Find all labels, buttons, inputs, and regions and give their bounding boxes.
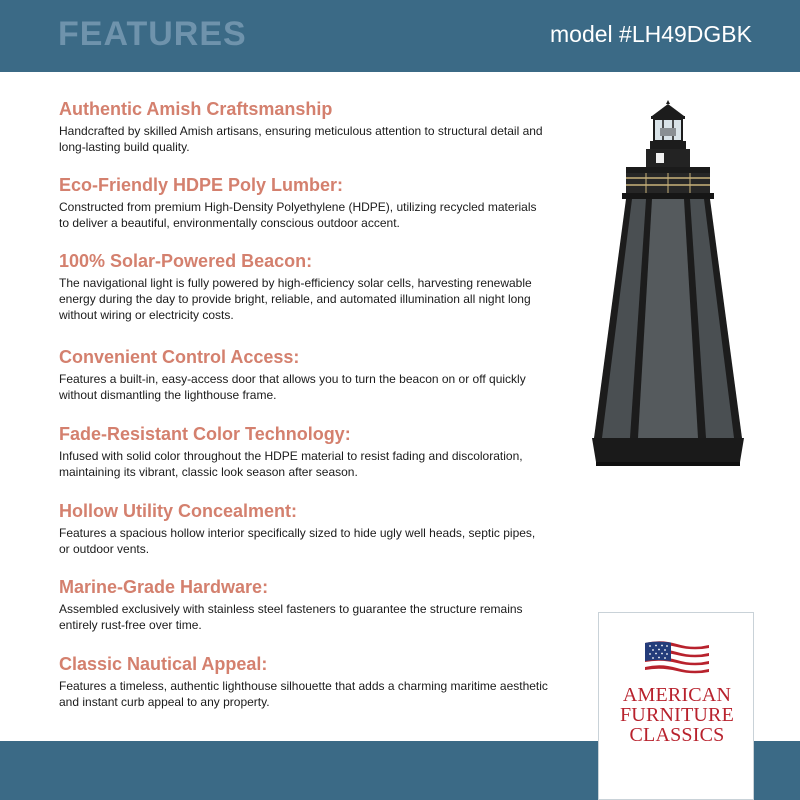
feature-description: Features a timeless, authentic lighthouse silhouette that adds a charming maritime aesthetic and instant curb appeal to any property. (59, 679, 548, 709)
feature-title: Marine-Grade Hardware: (59, 577, 269, 597)
feature-item (59, 346, 549, 403)
feature-item (59, 576, 549, 633)
feature-description: Features a built-in, easy-access door that allows you to turn the beacon on or off quickly without dismantling the lighthouse frame. (59, 372, 526, 402)
feature-description: The navigational light is fully powered by high-efficiency solar cells, harvesting renewable energy during the day to provide bright, reliable, and automated illumination all night long without wiring or electricity costs. (59, 276, 532, 322)
feature-description: Assembled exclusively with stainless steel fasteners to guarantee the structure remains entirely rust-free over time. (59, 602, 523, 632)
feature-item (59, 250, 549, 323)
feature-title: Classic Nautical Appeal: (59, 654, 268, 674)
feature-description: Handcrafted by skilled Amish artisans, ensuring meticulous attention to structural detail and long-lasting build quality. (59, 124, 543, 154)
feature-title: Authentic Amish Craftsmanship (59, 99, 333, 119)
feature-title: Eco-Friendly HDPE Poly Lumber: (59, 175, 344, 195)
american-flag-icon (643, 639, 711, 681)
logo-text-line: AMERICAN (622, 684, 732, 706)
feature-item (59, 653, 549, 710)
lighthouse-product-image (590, 100, 750, 480)
feature-title: Convenient Control Access: (59, 347, 300, 367)
feature-item (59, 174, 549, 231)
feature-description: Constructed from premium High-Density Polyethylene (HDPE), utilizing recycled materials to deliver a beautiful, environmentally conscious outdoor accent. (59, 200, 537, 230)
logo-text-line: CLASSICS (629, 724, 725, 746)
logo-text-line: FURNITURE (619, 704, 735, 726)
feature-item (59, 500, 549, 557)
feature-description: Infused with solid color throughout the HDPE material to resist fading and discoloration, maintaining its vibrant, classic look season after season. (59, 449, 523, 479)
feature-item (59, 98, 549, 155)
page-title: FEATURES (58, 15, 247, 53)
feature-description: Features a spacious hollow interior specifically sized to hide ugly well heads, septic pipes, or outdoor vents. (59, 526, 536, 556)
header-banner (0, 0, 800, 72)
feature-item (59, 423, 549, 480)
feature-title: Fade-Resistant Color Technology: (59, 424, 351, 444)
feature-title: Hollow Utility Concealment: (59, 501, 298, 521)
feature-title: 100% Solar-Powered Beacon: (59, 251, 313, 271)
model-number: model #LH49DGBK (550, 21, 752, 47)
brand-logo (598, 612, 754, 800)
